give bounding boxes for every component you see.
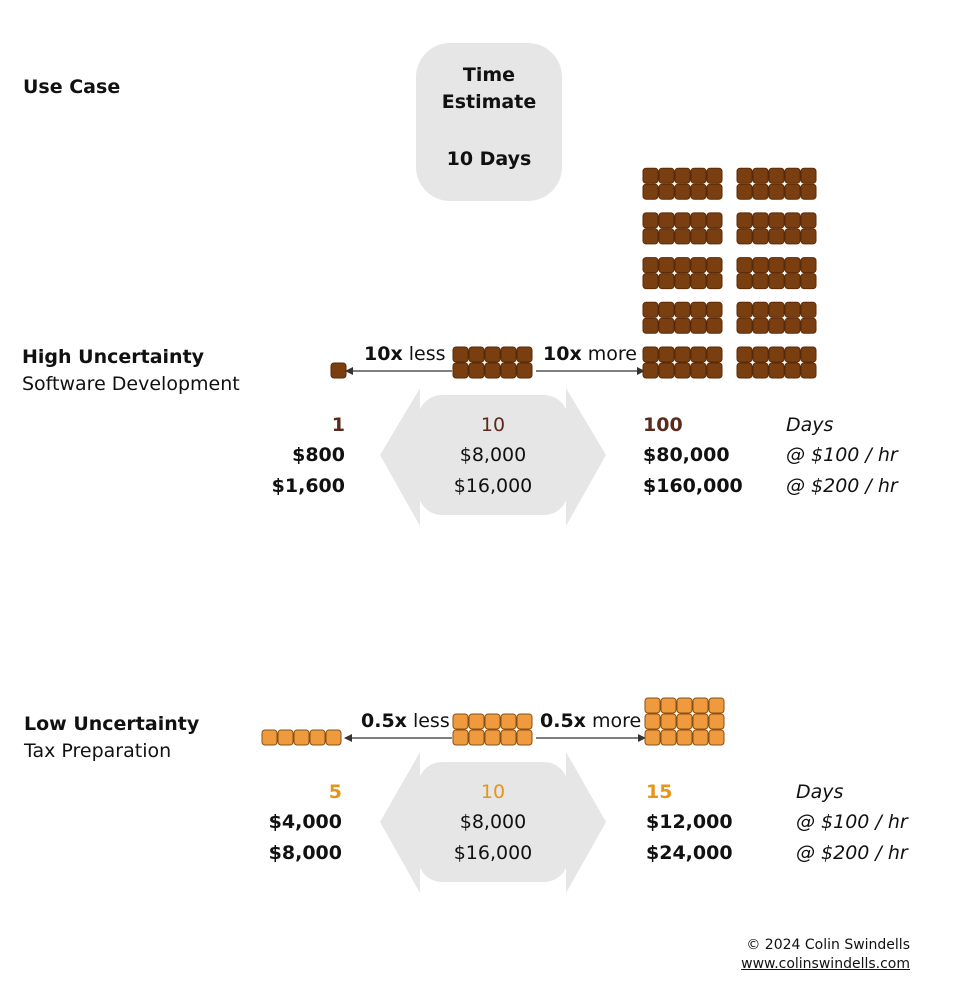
low-mid-day-block bbox=[485, 730, 500, 745]
high-high-day-block bbox=[769, 274, 784, 289]
high-high-day-block bbox=[753, 168, 768, 183]
high-high-day-block bbox=[753, 302, 768, 317]
high-high-day-block bbox=[769, 213, 784, 228]
high-mid-day-block bbox=[517, 363, 532, 378]
low-less-word: less bbox=[406, 710, 450, 732]
time-estimate-line-1: Time bbox=[462, 64, 516, 86]
high-high-day-block bbox=[737, 258, 752, 273]
low-mid-cost-200: $16,000 bbox=[453, 842, 533, 864]
high-high-day-block bbox=[801, 168, 816, 183]
low-high-cost-200: $24,000 bbox=[646, 842, 733, 864]
high-less-multiplier: 10x bbox=[364, 343, 403, 365]
high-high-day-block bbox=[801, 184, 816, 199]
high-high-day-block bbox=[643, 213, 658, 228]
low-high-day-block bbox=[661, 730, 676, 745]
low-high-day-block bbox=[693, 698, 708, 713]
low-less-multiplier: 0.5x bbox=[361, 710, 407, 732]
low-high-day-block bbox=[645, 730, 660, 745]
high-high-day-block bbox=[753, 318, 768, 333]
high-high-day-block bbox=[785, 229, 800, 244]
high-high-day-block bbox=[753, 229, 768, 244]
high-high-day-block bbox=[801, 363, 816, 378]
high-high-day-block bbox=[737, 363, 752, 378]
high-high-day-block bbox=[801, 347, 816, 362]
low-low-day-block bbox=[326, 730, 341, 745]
high-high-day-block bbox=[769, 363, 784, 378]
low-high-day-block bbox=[709, 714, 724, 729]
high-high-day-block bbox=[691, 363, 706, 378]
high-mid-day-block bbox=[453, 363, 468, 378]
high-high-day-block bbox=[785, 363, 800, 378]
low-mid-day-block bbox=[453, 714, 468, 729]
high-more-word: more bbox=[581, 343, 637, 365]
high-high-day-block bbox=[753, 363, 768, 378]
high-low-days: 1 bbox=[331, 414, 345, 436]
high-high-day-block bbox=[737, 274, 752, 289]
high-high-day-block bbox=[675, 229, 690, 244]
low-unit-days: Days bbox=[796, 781, 844, 803]
low-high-day-block bbox=[677, 698, 692, 713]
high-high-day-block bbox=[643, 258, 658, 273]
high-high-day-block bbox=[707, 229, 722, 244]
high-high-day-block bbox=[643, 302, 658, 317]
high-mid-cost-200: $16,000 bbox=[453, 475, 533, 497]
high-high-day-block bbox=[691, 229, 706, 244]
high-high-day-block bbox=[691, 213, 706, 228]
high-high-day-block bbox=[675, 274, 690, 289]
high-high-day-block bbox=[659, 184, 674, 199]
low-mid-days: 10 bbox=[480, 781, 506, 803]
high-high-day-block bbox=[801, 229, 816, 244]
high-high-day-block bbox=[785, 213, 800, 228]
high-high-day-block bbox=[643, 318, 658, 333]
low-mid-day-block bbox=[485, 714, 500, 729]
high-high-day-block bbox=[737, 347, 752, 362]
high-high-day-block bbox=[659, 347, 674, 362]
high-high-day-block bbox=[707, 258, 722, 273]
high-high-day-block bbox=[769, 229, 784, 244]
high-high-day-block bbox=[675, 318, 690, 333]
high-high-day-block bbox=[737, 184, 752, 199]
low-mid-day-block bbox=[469, 714, 484, 729]
high-high-day-block bbox=[659, 302, 674, 317]
high-high-day-block bbox=[707, 184, 722, 199]
high-high-day-block bbox=[753, 258, 768, 273]
high-high-day-block bbox=[675, 168, 690, 183]
high-more-label bbox=[543, 343, 637, 365]
high-high-day-block bbox=[659, 168, 674, 183]
low-high-cost-100: $12,000 bbox=[646, 811, 733, 833]
low-mid-day-block bbox=[501, 730, 516, 745]
high-high-day-block bbox=[707, 347, 722, 362]
high-high-day-block bbox=[769, 347, 784, 362]
high-high-cost-200: $160,000 bbox=[643, 475, 743, 497]
high-high-day-block bbox=[659, 229, 674, 244]
high-high-day-block bbox=[643, 274, 658, 289]
high-high-day-block bbox=[801, 213, 816, 228]
low-high-day-block bbox=[693, 730, 708, 745]
website-link-text[interactable]: www.colinswindells.com bbox=[741, 956, 910, 972]
high-uncertainty-title: High Uncertainty bbox=[22, 346, 205, 368]
low-mid-day-block bbox=[501, 714, 516, 729]
low-mid-day-block bbox=[517, 714, 532, 729]
high-high-day-block bbox=[691, 168, 706, 183]
high-high-day-block bbox=[769, 168, 784, 183]
low-low-cost-100: $4,000 bbox=[268, 811, 342, 833]
high-high-day-block bbox=[643, 184, 658, 199]
high-high-day-block bbox=[707, 318, 722, 333]
high-high-day-block bbox=[769, 318, 784, 333]
high-high-day-block bbox=[643, 229, 658, 244]
high-low-day-block bbox=[331, 363, 346, 378]
high-uncertainty-subtitle: Software Development bbox=[22, 373, 240, 395]
high-high-day-block bbox=[785, 347, 800, 362]
high-high-day-block bbox=[643, 168, 658, 183]
high-high-day-block bbox=[753, 184, 768, 199]
high-more-multiplier: 10x bbox=[543, 343, 582, 365]
high-high-day-block bbox=[675, 347, 690, 362]
time-estimate-line-2: Estimate bbox=[441, 91, 537, 113]
low-more-multiplier: 0.5x bbox=[540, 710, 586, 732]
high-high-day-block bbox=[801, 274, 816, 289]
high-high-day-block bbox=[769, 184, 784, 199]
low-high-day-block bbox=[709, 698, 724, 713]
low-low-day-block bbox=[262, 730, 277, 745]
high-high-day-block bbox=[707, 302, 722, 317]
high-high-day-block bbox=[737, 318, 752, 333]
low-mid-day-block bbox=[453, 730, 468, 745]
high-high-day-block bbox=[659, 363, 674, 378]
high-high-day-block bbox=[691, 274, 706, 289]
high-high-day-block bbox=[801, 302, 816, 317]
low-low-cost-200: $8,000 bbox=[268, 842, 342, 864]
high-high-day-block bbox=[675, 184, 690, 199]
high-high-day-block bbox=[675, 302, 690, 317]
low-less-label bbox=[361, 710, 450, 732]
high-less-label bbox=[364, 343, 446, 365]
high-high-day-block bbox=[785, 302, 800, 317]
high-high-day-block bbox=[785, 318, 800, 333]
low-low-day-block bbox=[278, 730, 293, 745]
high-high-day-block bbox=[785, 274, 800, 289]
low-high-day-block bbox=[677, 714, 692, 729]
low-low-day-block bbox=[310, 730, 325, 745]
low-unit-rate-100: @ $100 / hr bbox=[796, 811, 908, 833]
low-high-day-block bbox=[661, 698, 676, 713]
low-high-day-block bbox=[693, 714, 708, 729]
high-high-day-block bbox=[659, 274, 674, 289]
low-mid-cost-100: $8,000 bbox=[459, 811, 527, 833]
high-mid-day-block bbox=[469, 347, 484, 362]
high-high-day-block bbox=[691, 258, 706, 273]
website-link[interactable] bbox=[741, 956, 910, 972]
high-high-day-block bbox=[707, 168, 722, 183]
use-case-label: Use Case bbox=[23, 76, 121, 98]
high-high-day-block bbox=[801, 258, 816, 273]
low-high-day-block bbox=[661, 714, 676, 729]
high-high-day-block bbox=[769, 302, 784, 317]
low-high-day-block bbox=[645, 698, 660, 713]
low-uncertainty-subtitle: Tax Preparation bbox=[24, 740, 172, 762]
low-low-day-block bbox=[294, 730, 309, 745]
high-high-day-block bbox=[643, 363, 658, 378]
high-less-word: less bbox=[402, 343, 446, 365]
high-mid-day-block bbox=[501, 347, 516, 362]
high-high-day-block bbox=[643, 347, 658, 362]
high-high-day-block bbox=[675, 258, 690, 273]
time-estimate-value: 10 Days bbox=[446, 148, 532, 170]
high-high-days: 100 bbox=[643, 414, 683, 436]
high-high-day-block bbox=[737, 302, 752, 317]
high-high-day-block bbox=[737, 229, 752, 244]
high-high-day-block bbox=[785, 258, 800, 273]
high-unit-rate-200: @ $200 / hr bbox=[786, 475, 898, 497]
high-low-cost-200: $1,600 bbox=[271, 475, 345, 497]
high-high-day-block bbox=[659, 213, 674, 228]
high-high-day-block bbox=[675, 363, 690, 378]
low-more-word: more bbox=[585, 710, 642, 732]
high-high-day-block bbox=[659, 258, 674, 273]
high-high-day-block bbox=[707, 363, 722, 378]
copyright-text: © 2024 Colin Swindells bbox=[746, 937, 910, 953]
low-mid-day-block bbox=[517, 730, 532, 745]
high-high-day-block bbox=[769, 258, 784, 273]
high-mid-day-block bbox=[501, 363, 516, 378]
high-high-cost-100: $80,000 bbox=[643, 444, 730, 466]
high-mid-day-block bbox=[485, 347, 500, 362]
high-high-day-block bbox=[785, 184, 800, 199]
high-mid-cost-100: $8,000 bbox=[459, 444, 527, 466]
high-unit-rate-100: @ $100 / hr bbox=[786, 444, 898, 466]
high-high-day-block bbox=[753, 213, 768, 228]
high-high-day-block bbox=[691, 318, 706, 333]
low-low-days: 5 bbox=[328, 781, 342, 803]
high-high-day-block bbox=[691, 302, 706, 317]
high-high-day-block bbox=[801, 318, 816, 333]
high-high-day-block bbox=[737, 168, 752, 183]
low-high-days: 15 bbox=[646, 781, 673, 803]
high-mid-days: 10 bbox=[480, 414, 506, 436]
high-mid-day-block bbox=[485, 363, 500, 378]
low-high-day-block bbox=[677, 730, 692, 745]
low-more-label bbox=[540, 710, 641, 732]
high-high-day-block bbox=[691, 347, 706, 362]
high-high-day-block bbox=[753, 347, 768, 362]
high-high-day-block bbox=[707, 274, 722, 289]
high-low-cost-100: $800 bbox=[292, 444, 345, 466]
high-high-day-block bbox=[707, 213, 722, 228]
low-unit-rate-200: @ $200 / hr bbox=[796, 842, 908, 864]
low-high-day-block bbox=[645, 714, 660, 729]
low-high-day-block bbox=[709, 730, 724, 745]
high-high-day-block bbox=[785, 168, 800, 183]
high-mid-day-block bbox=[453, 347, 468, 362]
high-high-day-block bbox=[691, 184, 706, 199]
high-mid-day-block bbox=[517, 347, 532, 362]
high-high-day-block bbox=[675, 213, 690, 228]
high-high-day-block bbox=[753, 274, 768, 289]
low-uncertainty-title: Low Uncertainty bbox=[24, 713, 200, 735]
high-high-day-block bbox=[659, 318, 674, 333]
high-unit-days: Days bbox=[786, 414, 834, 436]
low-mid-day-block bbox=[469, 730, 484, 745]
high-high-day-block bbox=[737, 213, 752, 228]
high-mid-day-block bbox=[469, 363, 484, 378]
